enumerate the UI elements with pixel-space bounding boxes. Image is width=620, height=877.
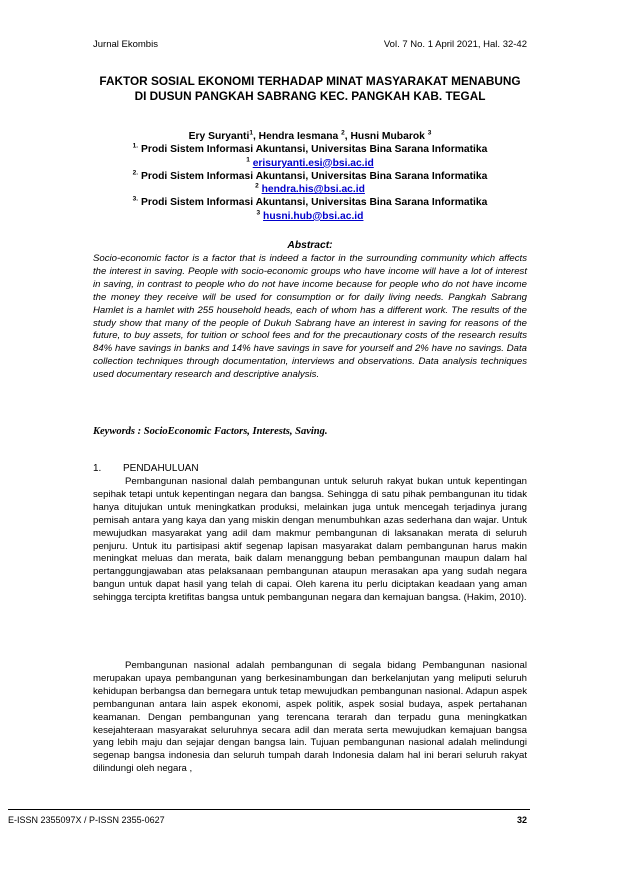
author-email-link[interactable]: hendra.his@bsi.ac.id: [261, 184, 365, 196]
author-name: Husni Mubarok: [350, 131, 425, 142]
body-paragraph: Pembangunan nasional dalah pembangunan untuk seluruh rakyat bukan untuk kepentingan sepihak tetapi untuk kepentingan negara dan bangsa. Sehingga di satu pihak pembangunan itu tidak hanya ditujukan untuk meningkatkan produksi, melainkan juga untuk mencegah terjadinya jurang pemisah antara yang kaya dan yang miskin dengan menumbuhkan azas sederhana dan wajar. Untuk mewujudkan masyarakat yang adil dam makmur pembangunan di laksanakan merata di seluruh penjuru. Untuk itu partisipasi aktif segenap lapisan masyarakat dalam pembangunan harus makin meningkat meluas dan merata, baik dalam menanggung beban pembangunan maupun dalam hal pertanggungjawaban atas pelaksanaan pembangunan ataupun merasakan apa yang sudah negara bangun untuk dapat hasil yang telah di capai. Oleh karena itu perlu diciptakan keadaan yang aman sehingga tercipta kretifitas bangsa untuk pembangunan negara dan kemajuan bangsa. (Hakim, 2010).: [93, 476, 527, 604]
author-email-line: $^2$ hendra.his@bsi.ac.id: [255, 182, 365, 196]
author-email-line: $^3$ husni.hub@bsi.ac.id: [256, 209, 364, 222]
section-heading: [93, 463, 199, 474]
page-number: 32: [516, 815, 527, 825]
affiliation: $^{1.}$ Prodi Sistem Informasi Akuntansi, Universitas Bina Sarana Informatika: [132, 142, 488, 156]
author-names: Ery Suryanti$^1$, Hendra Iesmana $^2$, Husni Mubarok $^3$: [188, 129, 432, 142]
footer-divider: [8, 809, 530, 810]
affiliation: $^{2.}$ Prodi Sistem Informasi Akuntansi, Universitas Bina Sarana Informatika: [132, 169, 488, 182]
abstract-text: Socio-economic factor is a factor that is indeed a factor in the surrounding community which affects the interest in saving. People with socio-economic groups who have income will have a lot of interest in saving, in contrast to people who do not have income because for people who do not have income the money they receive will be used for consumption or for daily living needs. Pangkah Sabrang Hamlet is a hamlet with 255 household heads, each of whom has a different work. The results of the study show that many of the people of Dukuh Sabrang have an interest in saving for reasons of the future, to buy assets, for tuition or school fees and for the precautionary costs of the research results 84% have savings in banks and 14% have savings in save for yourself and 2% have no savings. Data collection techniques through documentation, interviews and observations. Data analysis techniques used documentary research and descriptive analysis.: [93, 253, 527, 381]
author-block: [93, 130, 527, 223]
journal-issue: Vol. 7 No. 1 April 2021, Hal. 32-42: [383, 39, 527, 50]
author-name: Ery Suryanti: [188, 131, 250, 142]
author-email-line: $^1$ erisuryanti.esi@bsi.ac.id: [246, 156, 374, 169]
journal-name: Jurnal Ekombis: [93, 39, 158, 50]
footer-issn: E-ISSN 2355097X / P-ISSN 2355-0627: [8, 815, 165, 825]
keywords: Keywords : SocioEconomic Factors, Interests, Saving.: [93, 426, 328, 437]
affiliation: $^{3.}$ Prodi Sistem Informasi Akuntansi, Universitas Bina Sarana Informatika: [132, 196, 488, 209]
author-name: Hendra Iesmana: [258, 131, 339, 142]
body-paragraph: Pembangunan nasional adalah pembangunan di segala bidang Pembangunan nasional merupakan upaya pembangunan yang berkesinambungan dan berkelanjutan yang meliputi seluruh kehidupan berbangsa dan bernegara untuk tetap mewujudkan pembangunan nasional. Adapun aspek pembangunan antara lain aspek ekonomi, aspek politik, aspek sosial budaya, aspek pertahanan keamanan. Dengan pembangunan yang terencana terarah dan terpadu guna meningkatkan kesejahteraan masyarakat seluruhnya secara adil dan merata serta mewujudkan kemajuan bangsa yang lebih maju dan sejajar dengan bangsa lain. Tujuan pembangunan nasional adalah melindungi segenap bangsa indonesia dan seluruh tumpah darah Indonesia dalam hal ini berari seluruh rakyat dilindungi oleh negara ,: [93, 660, 527, 775]
author-email-link[interactable]: erisuryanti.esi@bsi.ac.id: [252, 157, 374, 169]
author-email-link[interactable]: husni.hub@bsi.ac.id: [263, 210, 364, 222]
section-title: PENDAHULUAN: [123, 463, 199, 474]
paper-title: FAKTOR SOSIAL EKONOMI TERHADAP MINAT MASYARAKAT MENABUNG DI DUSUN PANGKAH SABRANG KEC. PANGKAH KAB. TEGAL: [99, 74, 521, 103]
abstract-heading: Abstract:: [287, 240, 333, 251]
section-number: 1.: [93, 463, 102, 474]
